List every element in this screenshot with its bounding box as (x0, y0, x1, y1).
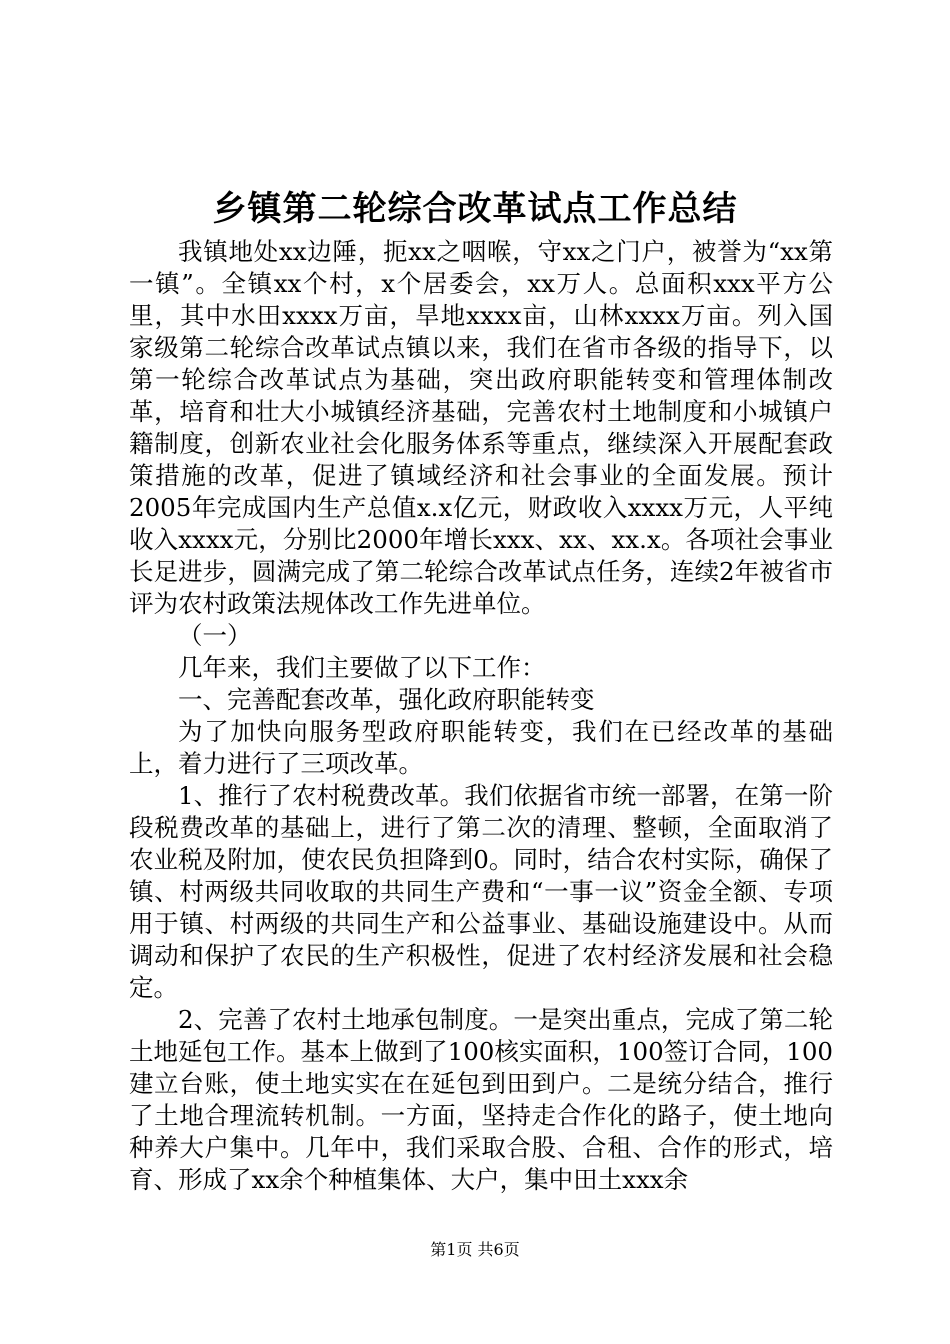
page-number: 第1页 共6页 (430, 1240, 520, 1259)
document-body (129, 236, 833, 1196)
paragraph-land-contract: 2、完善了农村土地承包制度。一是突出重点，完成了第二轮土地延包工作。基本上做到了100核实面积，100签订合同，100建立台账，使土地实实在在延包到田到户。二是统分结合，推行了土地合理流转机制。一方面，坚持走合作化的路子，使土地向种养大户集中。几年中，我们采取合股、合租、合作的形式，培育、形成了xx余个种植集体、大户，集中田土xxx余 (129, 1005, 833, 1194)
paragraph-tax-reform: 1、推行了农村税费改革。我们依据省市统一部署，在第一阶段税费改革的基础上，进行了第二次的清理、整顿，全面取消了农业税及附加，使农民负担降到0。同时，结合农村实际，确保了镇、村两级共同收取的共同生产费和“一事一议”资金全额、专项用于镇、村两级的共同生产和公益事业、基础设施建设中。从而调动和保护了农民的生产积极性，促进了农村经济发展和社会稳定。 (129, 781, 833, 1002)
document-title: 乡镇第二轮综合改革试点工作总结 (212, 189, 738, 229)
paragraph-intro: 我镇地处xx边陲，扼xx之咽喉，守xx之门户，被誉为“xx第一镇”。全镇xx个村，x个居委会，xx万人。总面积xxx平方公里，其中水田xxxx万亩，旱地xxxx亩，山林xxxx万亩。列入国家级第二轮综合改革试点镇以来，我们在省市各级的指导下，以第一轮综合改革试点为基础，突出政府职能转变和管理体制改革，培育和壮大小城镇经济基础，完善农村土地制度和小城镇户籍制度，创新农业社会化服务体系等重点，继续深入开展配套政策措施的改革，促进了镇域经济和社会事业的全面发展。预计2005年完成国内生产总值x.x亿元，财政收入xxxx万元，人平纯收入xxxx元，分别比2000年增长xxx、xx、xx.x。各项社会事业长足进步，圆满完成了第二轮综合改革试点任务，连续2年被省市评为农村政策法规体改工作先进单位。 (129, 237, 833, 618)
section-marker: （一） (178, 621, 252, 650)
paragraph-reform-intro: 为了加快向服务型政府职能转变，我们在已经改革的基础上，着力进行了三项改革。 (129, 717, 833, 778)
paragraph-work-summary: 几年来，我们主要做了以下工作： (178, 653, 546, 682)
section-heading-1: 一、完善配套改革，强化政府职能转变 (178, 685, 595, 714)
